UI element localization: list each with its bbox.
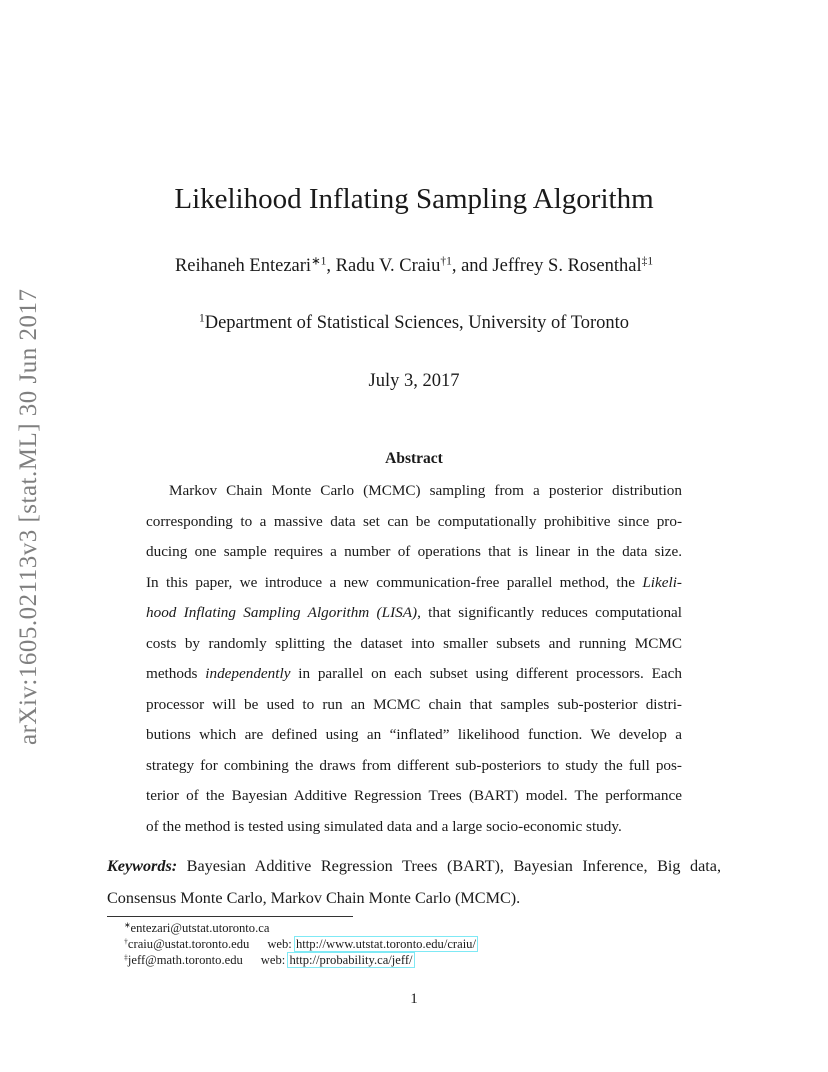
abstract-emphasis: Likeli- xyxy=(642,573,682,591)
footnote xyxy=(124,936,477,952)
abstract-line xyxy=(146,573,682,604)
keywords-text: Bayesian Additive Regression Trees (BART), Bayesian Inference, Big data, xyxy=(177,857,721,875)
abstract-line xyxy=(146,695,682,726)
footnote-email: entezari@utstat.utoronto.ca xyxy=(130,921,270,935)
footnote-link[interactable]: http://www.utstat.toronto.edu/craiu/ xyxy=(295,937,476,951)
author-list xyxy=(0,256,828,277)
abstract-heading: Abstract xyxy=(385,450,443,467)
abstract-line xyxy=(146,481,682,512)
author-name: Jeffrey S. Rosenthal xyxy=(492,256,642,276)
abstract-text: , that significantly reduces computational xyxy=(417,604,682,621)
footnotes xyxy=(124,920,477,968)
abstract-line xyxy=(146,542,682,573)
abstract-text: strategy for combining the draws from different sub-posteriors to study the full pos- xyxy=(146,756,682,774)
abstract-line xyxy=(146,786,682,817)
abstract-line xyxy=(146,512,682,543)
author-mark: ‡1 xyxy=(641,255,654,268)
abstract-emphasis: hood Inflating Sampling Algorithm (LISA) xyxy=(146,604,418,621)
abstract-text: methods xyxy=(146,665,206,682)
abstract-line xyxy=(146,817,682,848)
abstract-text: corresponding to a massive data set can be computationally prohibitive since pro- xyxy=(146,512,682,530)
abstract-text: butions which are defined using an “inflated” likelihood function. We develop a xyxy=(146,726,682,743)
footnote-divider xyxy=(107,916,353,917)
footnote-mark: ∗ xyxy=(124,920,131,930)
arxiv-identifier-stamp: arXiv:1605.02113v3 [stat.ML] 30 Jun 2017 xyxy=(15,288,42,745)
footnote xyxy=(124,952,477,968)
abstract-text: ducing one sample requires a number of operations that is linear in the data size. xyxy=(146,543,682,560)
keywords-line xyxy=(107,856,721,888)
footnote-link[interactable]: http://probability.ca/jeff/ xyxy=(289,953,413,967)
abstract-text: In this paper, we introduce a new communication-free parallel method, the xyxy=(146,573,643,591)
affiliation xyxy=(0,313,828,334)
keywords-block xyxy=(107,856,721,919)
keywords-line: Consensus Monte Carlo, Markov Chain Monte Carlo (MCMC). xyxy=(107,888,521,907)
footnote-mark: ‡ xyxy=(124,952,128,962)
author-mark: †1 xyxy=(440,255,452,268)
author-name: Radu V. Craiu xyxy=(335,256,441,276)
abstract-line xyxy=(146,664,682,695)
abstract-body xyxy=(146,481,682,847)
keywords-label: Keywords: xyxy=(107,857,178,875)
author-name: Reihaneh Entezari xyxy=(174,256,312,276)
footnote xyxy=(124,920,477,936)
abstract-emphasis: independently xyxy=(205,665,291,682)
footnote-web-label: web: xyxy=(260,953,286,967)
paper-date: July 3, 2017 xyxy=(368,371,460,391)
abstract-line xyxy=(146,603,682,634)
abstract-text: costs by randomly splitting the dataset into smaller subsets and running MCMC xyxy=(146,634,682,652)
abstract-line xyxy=(146,725,682,756)
page-number: 1 xyxy=(410,991,418,1007)
abstract-line xyxy=(146,634,682,665)
abstract-text: of the method is tested using simulated data and a large socio-economic study. xyxy=(146,817,622,835)
abstract-text: processor will be used to run an MCMC chain that samples sub-posterior distri- xyxy=(146,695,682,713)
abstract-line xyxy=(146,756,682,787)
footnote-mark: † xyxy=(124,936,128,946)
footnote-email: jeff@math.toronto.edu xyxy=(127,953,243,967)
abstract-text: Markov Chain Monte Carlo (MCMC) sampling from a posterior distribution xyxy=(169,482,682,499)
footnote-email: craiu@ustat.toronto.edu xyxy=(127,937,250,951)
author-separator: , xyxy=(326,256,336,276)
abstract-text: terior of the Bayesian Additive Regression Trees (BART) model. The performance xyxy=(146,787,682,804)
affiliation-text: Department of Statistical Sciences, University of Toronto xyxy=(204,313,629,333)
author-separator: , and xyxy=(451,256,493,276)
paper-title: Likelihood Inflating Sampling Algorithm xyxy=(174,183,654,215)
abstract-text: in parallel on each subset using different processors. Each xyxy=(290,665,682,682)
footnote-web-label: web: xyxy=(267,937,292,951)
author-mark: ∗1 xyxy=(311,255,327,268)
affiliation-mark: 1 xyxy=(198,312,205,325)
